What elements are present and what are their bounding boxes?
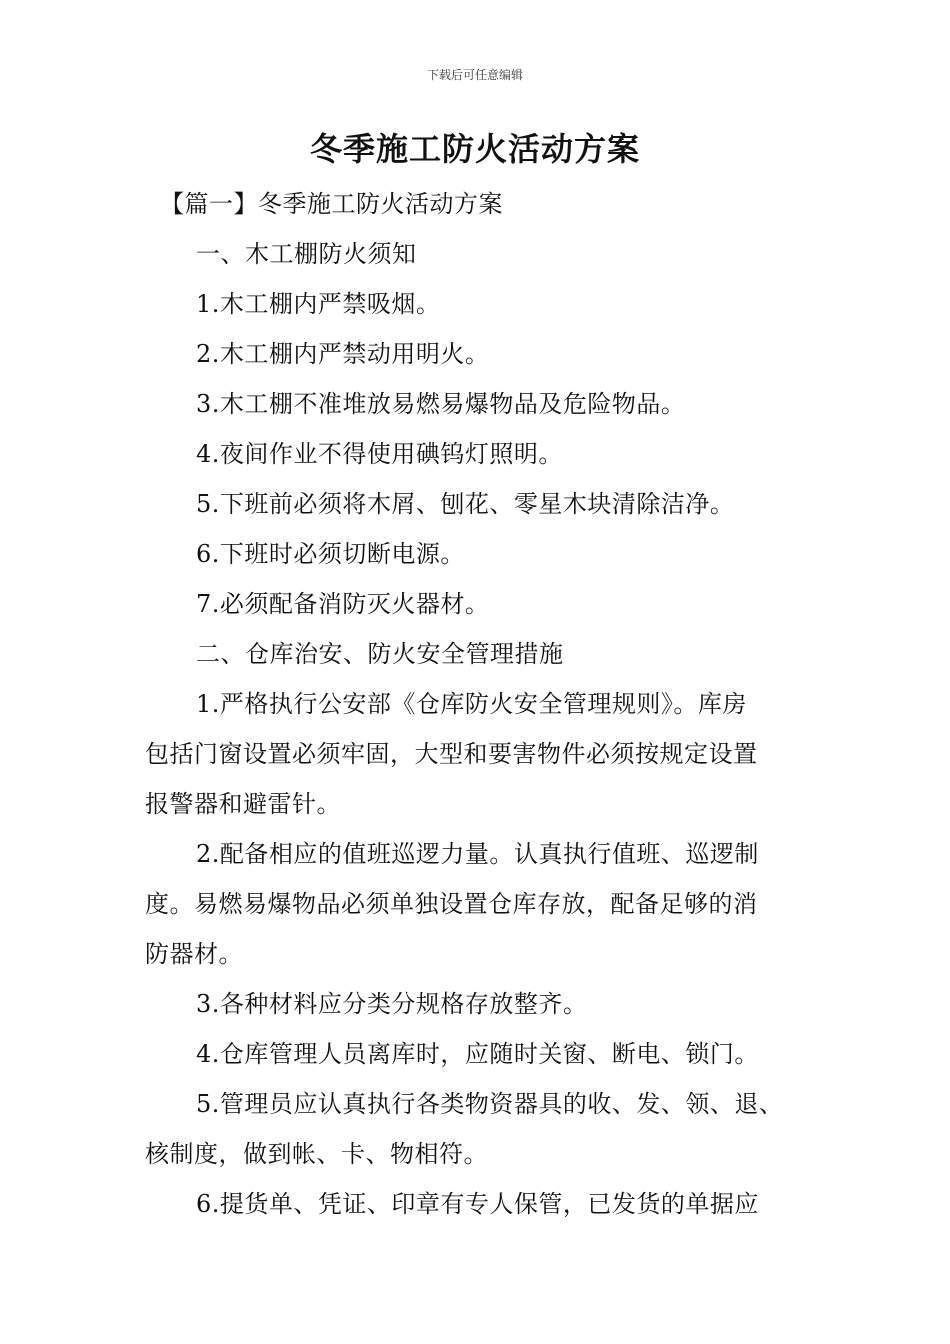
paragraph-line: 防器材。 [145,940,243,968]
subsection-heading: 二、仓库治安、防火安全管理措施 [196,640,564,668]
list-item: 2.木工棚内严禁动用明火。 [196,340,490,368]
paragraph-line: 6.提货单、凭证、印章有专人保管，已发货的单据应 [196,1190,759,1218]
paragraph-line: 核制度，做到帐、卡、物相符。 [145,1140,488,1168]
paragraph-line: 3.各种材料应分类分规格存放整齐。 [196,990,588,1018]
list-item: 6.下班时必须切断电源。 [196,540,465,568]
paragraph-line: 度。易燃易爆物品必须单独设置仓库存放，配备足够的消 [145,890,758,918]
paragraph-line: 1.严格执行公安部《仓库防火安全管理规则》。库房 [196,690,747,718]
document-title: 冬季施工防火活动方案 [309,130,640,168]
list-item: 7.必须配备消防灭火器材。 [196,590,490,618]
list-item: 3.木工棚不准堆放易燃易爆物品及危险物品。 [196,390,686,418]
paragraph-line: 报警器和避雷针。 [145,790,341,818]
paragraph-line: 包括门窗设置必须牢固，大型和要害物件必须按规定设置 [145,740,758,768]
paragraph-line: 5.管理员应认真执行各类物资器具的收、发、领、退、 [196,1090,784,1118]
subsection-heading: 一、木工棚防火须知 [196,240,417,268]
section-heading: 【篇一】冬季施工防火活动方案 [160,190,503,218]
list-item: 1.木工棚内严禁吸烟。 [196,290,441,318]
header-note: 下载后可任意编辑 [426,68,523,82]
list-item: 4.夜间作业不得使用碘钨灯照明。 [196,440,563,468]
paragraph-line: 2.配备相应的值班巡逻力量。认真执行值班、巡逻制 [196,840,759,868]
list-item: 5.下班前必须将木屑、刨花、零星木块清除洁净。 [196,490,735,518]
paragraph-line: 4.仓库管理人员离库时，应随时关窗、断电、锁门。 [196,1040,759,1068]
